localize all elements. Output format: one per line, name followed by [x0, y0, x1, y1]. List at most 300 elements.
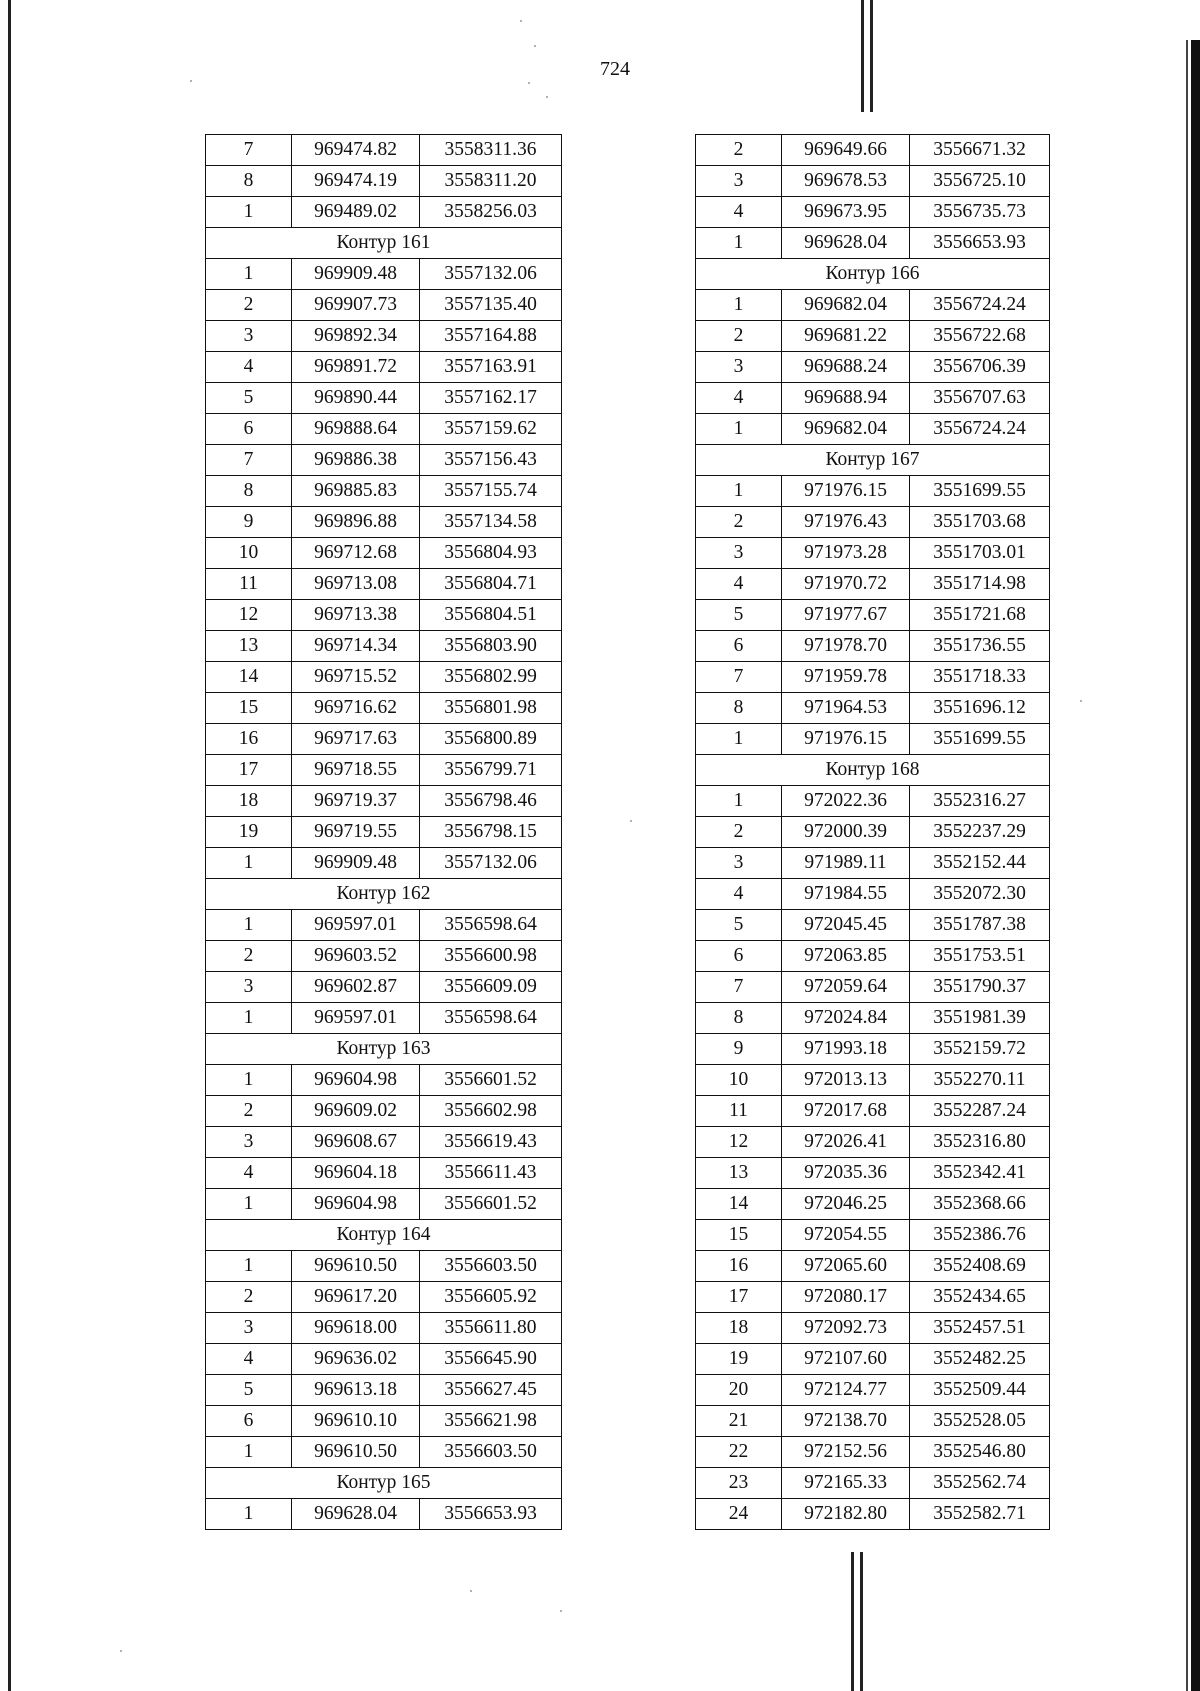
y-coordinate-cell: 3552237.29 [910, 817, 1050, 848]
x-coordinate-cell: 969688.94 [782, 383, 910, 414]
y-coordinate-cell: 3557162.17 [420, 383, 562, 414]
table-row [206, 1065, 562, 1096]
contour-header: Контур 168 [696, 755, 1050, 786]
table-row [206, 1313, 562, 1344]
table-row [696, 910, 1050, 941]
x-coordinate-cell: 971978.70 [782, 631, 910, 662]
x-coordinate-cell: 972026.41 [782, 1127, 910, 1158]
table-row [696, 1251, 1050, 1282]
x-coordinate-cell: 969890.44 [292, 383, 420, 414]
scan-speck [560, 1610, 562, 1612]
point-number-cell: 9 [206, 507, 292, 538]
x-coordinate-cell: 969489.02 [292, 197, 420, 228]
table-row [696, 228, 1050, 259]
contour-header: Контур 167 [696, 445, 1050, 476]
table-row [206, 817, 562, 848]
x-coordinate-cell: 972054.55 [782, 1220, 910, 1251]
x-coordinate-cell: 969718.55 [292, 755, 420, 786]
table-row [696, 135, 1050, 166]
y-coordinate-cell: 3556724.24 [910, 290, 1050, 321]
y-coordinate-cell: 3552457.51 [910, 1313, 1050, 1344]
point-number-cell: 11 [696, 1096, 782, 1127]
x-coordinate-cell: 969618.00 [292, 1313, 420, 1344]
y-coordinate-cell: 3557163.91 [420, 352, 562, 383]
table-row [696, 1096, 1050, 1127]
table-row [696, 1375, 1050, 1406]
y-coordinate-cell: 3551714.98 [910, 569, 1050, 600]
table-row [696, 1034, 1050, 1065]
y-coordinate-cell: 3552316.27 [910, 786, 1050, 817]
point-number-cell: 8 [206, 166, 292, 197]
y-coordinate-cell: 3552287.24 [910, 1096, 1050, 1127]
x-coordinate-cell: 971976.43 [782, 507, 910, 538]
y-coordinate-cell: 3557132.06 [420, 259, 562, 290]
table-row [696, 1406, 1050, 1437]
y-coordinate-cell: 3551981.39 [910, 1003, 1050, 1034]
y-coordinate-cell: 3552342.41 [910, 1158, 1050, 1189]
table-row [206, 1499, 562, 1530]
point-number-cell: 4 [696, 383, 782, 414]
scan-speck [470, 1590, 472, 1592]
x-coordinate-cell: 972124.77 [782, 1375, 910, 1406]
point-number-cell: 1 [696, 414, 782, 445]
x-coordinate-cell: 969717.63 [292, 724, 420, 755]
contour-header: Контур 162 [206, 879, 562, 910]
point-number-cell: 7 [206, 445, 292, 476]
x-coordinate-cell: 969891.72 [292, 352, 420, 383]
point-number-cell: 15 [696, 1220, 782, 1251]
x-coordinate-cell: 972017.68 [782, 1096, 910, 1127]
contour-header: Контур 164 [206, 1220, 562, 1251]
point-number-cell: 2 [696, 135, 782, 166]
y-coordinate-cell: 3556798.15 [420, 817, 562, 848]
point-number-cell: 16 [696, 1251, 782, 1282]
x-coordinate-cell: 969885.83 [292, 476, 420, 507]
point-number-cell: 3 [696, 352, 782, 383]
table-row [206, 352, 562, 383]
x-coordinate-cell: 971993.18 [782, 1034, 910, 1065]
point-number-cell: 4 [696, 197, 782, 228]
table-row [696, 1189, 1050, 1220]
y-coordinate-cell: 3556722.68 [910, 321, 1050, 352]
x-coordinate-cell: 969474.19 [292, 166, 420, 197]
y-coordinate-cell: 3556611.43 [420, 1158, 562, 1189]
x-coordinate-cell: 969604.18 [292, 1158, 420, 1189]
point-number-cell: 19 [206, 817, 292, 848]
x-coordinate-cell: 972065.60 [782, 1251, 910, 1282]
table-row [206, 135, 562, 166]
point-number-cell: 4 [696, 569, 782, 600]
y-coordinate-cell: 3556611.80 [420, 1313, 562, 1344]
table-row [696, 1313, 1050, 1344]
table-row [206, 600, 562, 631]
y-coordinate-cell: 3552562.74 [910, 1468, 1050, 1499]
table-row [206, 414, 562, 445]
table-row [696, 1437, 1050, 1468]
table-row [696, 972, 1050, 1003]
x-coordinate-cell: 969714.34 [292, 631, 420, 662]
x-coordinate-cell: 969613.18 [292, 1375, 420, 1406]
x-coordinate-cell: 971976.15 [782, 724, 910, 755]
table-row [696, 1003, 1050, 1034]
point-number-cell: 16 [206, 724, 292, 755]
y-coordinate-cell: 3551736.55 [910, 631, 1050, 662]
point-number-cell: 1 [206, 1499, 292, 1530]
y-coordinate-cell: 3556799.71 [420, 755, 562, 786]
point-number-cell: 1 [206, 1003, 292, 1034]
scan-edge-right [1191, 40, 1200, 1691]
x-coordinate-cell: 969688.24 [782, 352, 910, 383]
table-row [206, 383, 562, 414]
scan-edge-left [8, 0, 11, 1691]
y-coordinate-cell: 3551753.51 [910, 941, 1050, 972]
point-number-cell: 7 [696, 972, 782, 1003]
table-row [696, 631, 1050, 662]
point-number-cell: 10 [206, 538, 292, 569]
scan-speck [534, 45, 536, 47]
y-coordinate-cell: 3556671.32 [910, 135, 1050, 166]
x-coordinate-cell: 972107.60 [782, 1344, 910, 1375]
table-row [696, 662, 1050, 693]
x-coordinate-cell: 969715.52 [292, 662, 420, 693]
point-number-cell: 12 [696, 1127, 782, 1158]
point-number-cell: 4 [206, 1158, 292, 1189]
contour-header-row [696, 445, 1050, 476]
x-coordinate-cell: 969719.55 [292, 817, 420, 848]
x-coordinate-cell: 972000.39 [782, 817, 910, 848]
point-number-cell: 3 [696, 538, 782, 569]
point-number-cell: 8 [696, 693, 782, 724]
contour-header-row [696, 259, 1050, 290]
x-coordinate-cell: 969713.08 [292, 569, 420, 600]
x-coordinate-cell: 969682.04 [782, 290, 910, 321]
x-coordinate-cell: 971970.72 [782, 569, 910, 600]
table-row [206, 1158, 562, 1189]
y-coordinate-cell: 3552316.80 [910, 1127, 1050, 1158]
table-row [206, 662, 562, 693]
table-row [696, 817, 1050, 848]
y-coordinate-cell: 3552159.72 [910, 1034, 1050, 1065]
table-row [696, 1127, 1050, 1158]
fold-line-top [870, 0, 873, 112]
x-coordinate-cell: 969602.87 [292, 972, 420, 1003]
scan-speck [1080, 700, 1082, 702]
table-row [206, 848, 562, 879]
y-coordinate-cell: 3552408.69 [910, 1251, 1050, 1282]
table-row [696, 476, 1050, 507]
y-coordinate-cell: 3556800.89 [420, 724, 562, 755]
table-row [696, 352, 1050, 383]
x-coordinate-cell: 969713.38 [292, 600, 420, 631]
table-row [206, 693, 562, 724]
table-row [696, 166, 1050, 197]
table-row [206, 569, 562, 600]
point-number-cell: 12 [206, 600, 292, 631]
x-coordinate-cell: 972035.36 [782, 1158, 910, 1189]
x-coordinate-cell: 969673.95 [782, 197, 910, 228]
point-number-cell: 15 [206, 693, 292, 724]
table-row [206, 1375, 562, 1406]
table-row [696, 1065, 1050, 1096]
y-coordinate-cell: 3556804.71 [420, 569, 562, 600]
table-row [696, 1499, 1050, 1530]
coordinates-table-left [205, 134, 562, 1530]
point-number-cell: 6 [696, 631, 782, 662]
table-row [206, 538, 562, 569]
scan-speck [120, 1650, 122, 1652]
y-coordinate-cell: 3551703.68 [910, 507, 1050, 538]
x-coordinate-cell: 972024.84 [782, 1003, 910, 1034]
y-coordinate-cell: 3551703.01 [910, 538, 1050, 569]
y-coordinate-cell: 3552482.25 [910, 1344, 1050, 1375]
y-coordinate-cell: 3557156.43 [420, 445, 562, 476]
y-coordinate-cell: 3556621.98 [420, 1406, 562, 1437]
table-row [206, 941, 562, 972]
y-coordinate-cell: 3552582.71 [910, 1499, 1050, 1530]
table-row [696, 538, 1050, 569]
point-number-cell: 1 [206, 259, 292, 290]
table-row [206, 476, 562, 507]
table-row [206, 290, 562, 321]
y-coordinate-cell: 3551718.33 [910, 662, 1050, 693]
x-coordinate-cell: 969716.62 [292, 693, 420, 724]
y-coordinate-cell: 3551699.55 [910, 724, 1050, 755]
table-row [206, 631, 562, 662]
point-number-cell: 1 [696, 228, 782, 259]
x-coordinate-cell: 969888.64 [292, 414, 420, 445]
y-coordinate-cell: 3556725.10 [910, 166, 1050, 197]
table-row [696, 507, 1050, 538]
contour-header-row [206, 228, 562, 259]
table-row [696, 1220, 1050, 1251]
x-coordinate-cell: 969682.04 [782, 414, 910, 445]
table-row [696, 786, 1050, 817]
y-coordinate-cell: 3556601.52 [420, 1189, 562, 1220]
y-coordinate-cell: 3551696.12 [910, 693, 1050, 724]
x-coordinate-cell: 972013.13 [782, 1065, 910, 1096]
x-coordinate-cell: 972045.45 [782, 910, 910, 941]
table-row [696, 693, 1050, 724]
x-coordinate-cell: 972059.64 [782, 972, 910, 1003]
point-number-cell: 22 [696, 1437, 782, 1468]
point-number-cell: 3 [696, 848, 782, 879]
table-row [696, 848, 1050, 879]
x-coordinate-cell: 969597.01 [292, 1003, 420, 1034]
contour-header: Контур 163 [206, 1034, 562, 1065]
scan-edge-right-thin [1186, 40, 1188, 1691]
x-coordinate-cell: 969610.50 [292, 1437, 420, 1468]
table-row [206, 1003, 562, 1034]
x-coordinate-cell: 969712.68 [292, 538, 420, 569]
contour-header-row [206, 1034, 562, 1065]
y-coordinate-cell: 3556598.64 [420, 910, 562, 941]
x-coordinate-cell: 972152.56 [782, 1437, 910, 1468]
scan-speck [528, 82, 530, 84]
point-number-cell: 2 [206, 1282, 292, 1313]
fold-line-top [861, 0, 864, 112]
y-coordinate-cell: 3556798.46 [420, 786, 562, 817]
y-coordinate-cell: 3556627.45 [420, 1375, 562, 1406]
table-row [206, 724, 562, 755]
x-coordinate-cell: 972080.17 [782, 1282, 910, 1313]
x-coordinate-cell: 969892.34 [292, 321, 420, 352]
point-number-cell: 23 [696, 1468, 782, 1499]
point-number-cell: 14 [206, 662, 292, 693]
x-coordinate-cell: 969474.82 [292, 135, 420, 166]
y-coordinate-cell: 3557155.74 [420, 476, 562, 507]
y-coordinate-cell: 3557134.58 [420, 507, 562, 538]
x-coordinate-cell: 969628.04 [292, 1499, 420, 1530]
x-coordinate-cell: 969610.50 [292, 1251, 420, 1282]
x-coordinate-cell: 969604.98 [292, 1189, 420, 1220]
y-coordinate-cell: 3557164.88 [420, 321, 562, 352]
y-coordinate-cell: 3556653.93 [910, 228, 1050, 259]
table-row [206, 1251, 562, 1282]
contour-header: Контур 161 [206, 228, 562, 259]
x-coordinate-cell: 972022.36 [782, 786, 910, 817]
y-coordinate-cell: 3552434.65 [910, 1282, 1050, 1313]
point-number-cell: 5 [206, 383, 292, 414]
contour-header-row [206, 879, 562, 910]
contour-header-row [206, 1468, 562, 1499]
x-coordinate-cell: 969681.22 [782, 321, 910, 352]
table-row [206, 1127, 562, 1158]
table-row [206, 259, 562, 290]
table-row [696, 724, 1050, 755]
point-number-cell: 1 [696, 476, 782, 507]
y-coordinate-cell: 3557135.40 [420, 290, 562, 321]
y-coordinate-cell: 3551721.68 [910, 600, 1050, 631]
scan-speck [546, 96, 548, 98]
x-coordinate-cell: 972165.33 [782, 1468, 910, 1499]
table-row [206, 1344, 562, 1375]
y-coordinate-cell: 3557159.62 [420, 414, 562, 445]
x-coordinate-cell: 969609.02 [292, 1096, 420, 1127]
point-number-cell: 8 [696, 1003, 782, 1034]
page-number: 724 [600, 58, 630, 80]
point-number-cell: 3 [206, 972, 292, 1003]
table-row [696, 290, 1050, 321]
x-coordinate-cell: 969909.48 [292, 259, 420, 290]
table-row [206, 755, 562, 786]
x-coordinate-cell: 969896.88 [292, 507, 420, 538]
y-coordinate-cell: 3551787.38 [910, 910, 1050, 941]
table-row [696, 1282, 1050, 1313]
x-coordinate-cell: 972063.85 [782, 941, 910, 972]
point-number-cell: 3 [206, 1127, 292, 1158]
x-coordinate-cell: 969909.48 [292, 848, 420, 879]
point-number-cell: 2 [206, 290, 292, 321]
y-coordinate-cell: 3556801.98 [420, 693, 562, 724]
y-coordinate-cell: 3552072.30 [910, 879, 1050, 910]
x-coordinate-cell: 971984.55 [782, 879, 910, 910]
y-coordinate-cell: 3556603.50 [420, 1251, 562, 1282]
table-row [206, 1189, 562, 1220]
y-coordinate-cell: 3552368.66 [910, 1189, 1050, 1220]
y-coordinate-cell: 3556707.63 [910, 383, 1050, 414]
y-coordinate-cell: 3556600.98 [420, 941, 562, 972]
x-coordinate-cell: 969886.38 [292, 445, 420, 476]
x-coordinate-cell: 969617.20 [292, 1282, 420, 1313]
point-number-cell: 1 [206, 910, 292, 941]
point-number-cell: 1 [206, 848, 292, 879]
point-number-cell: 19 [696, 1344, 782, 1375]
x-coordinate-cell: 971959.78 [782, 662, 910, 693]
y-coordinate-cell: 3556603.50 [420, 1437, 562, 1468]
fold-line-bottom [860, 1552, 863, 1691]
x-coordinate-cell: 971989.11 [782, 848, 910, 879]
y-coordinate-cell: 3556803.90 [420, 631, 562, 662]
x-coordinate-cell: 969636.02 [292, 1344, 420, 1375]
y-coordinate-cell: 3552509.44 [910, 1375, 1050, 1406]
x-coordinate-cell: 969604.98 [292, 1065, 420, 1096]
x-coordinate-cell: 969610.10 [292, 1406, 420, 1437]
y-coordinate-cell: 3552546.80 [910, 1437, 1050, 1468]
y-coordinate-cell: 3556645.90 [420, 1344, 562, 1375]
point-number-cell: 1 [206, 1251, 292, 1282]
point-number-cell: 1 [696, 290, 782, 321]
point-number-cell: 5 [206, 1375, 292, 1406]
y-coordinate-cell: 3552528.05 [910, 1406, 1050, 1437]
table-row [206, 445, 562, 476]
table-row [206, 197, 562, 228]
point-number-cell: 9 [696, 1034, 782, 1065]
x-coordinate-cell: 971973.28 [782, 538, 910, 569]
point-number-cell: 4 [696, 879, 782, 910]
point-number-cell: 20 [696, 1375, 782, 1406]
x-coordinate-cell: 969628.04 [782, 228, 910, 259]
x-coordinate-cell: 971977.67 [782, 600, 910, 631]
point-number-cell: 24 [696, 1499, 782, 1530]
table-row [696, 1158, 1050, 1189]
y-coordinate-cell: 3552270.11 [910, 1065, 1050, 1096]
contour-header: Контур 165 [206, 1468, 562, 1499]
y-coordinate-cell: 3552386.76 [910, 1220, 1050, 1251]
y-coordinate-cell: 3551790.37 [910, 972, 1050, 1003]
x-coordinate-cell: 969608.67 [292, 1127, 420, 1158]
point-number-cell: 2 [696, 321, 782, 352]
point-number-cell: 14 [696, 1189, 782, 1220]
point-number-cell: 1 [206, 197, 292, 228]
y-coordinate-cell: 3556804.93 [420, 538, 562, 569]
point-number-cell: 2 [696, 507, 782, 538]
point-number-cell: 13 [206, 631, 292, 662]
x-coordinate-cell: 971964.53 [782, 693, 910, 724]
point-number-cell: 1 [696, 786, 782, 817]
point-number-cell: 8 [206, 476, 292, 507]
x-coordinate-cell: 972182.80 [782, 1499, 910, 1530]
y-coordinate-cell: 3556602.98 [420, 1096, 562, 1127]
y-coordinate-cell: 3556609.09 [420, 972, 562, 1003]
point-number-cell: 4 [206, 1344, 292, 1375]
y-coordinate-cell: 3556601.52 [420, 1065, 562, 1096]
point-number-cell: 1 [206, 1065, 292, 1096]
table-row [206, 507, 562, 538]
table-row [696, 197, 1050, 228]
point-number-cell: 3 [206, 1313, 292, 1344]
table-row [696, 600, 1050, 631]
table-row [206, 1282, 562, 1313]
point-number-cell: 5 [696, 600, 782, 631]
x-coordinate-cell: 972092.73 [782, 1313, 910, 1344]
table-row [696, 1468, 1050, 1499]
scan-speck [520, 20, 522, 22]
y-coordinate-cell: 3557132.06 [420, 848, 562, 879]
y-coordinate-cell: 3556724.24 [910, 414, 1050, 445]
contour-header: Контур 166 [696, 259, 1050, 290]
y-coordinate-cell: 3551699.55 [910, 476, 1050, 507]
y-coordinate-cell: 3556804.51 [420, 600, 562, 631]
